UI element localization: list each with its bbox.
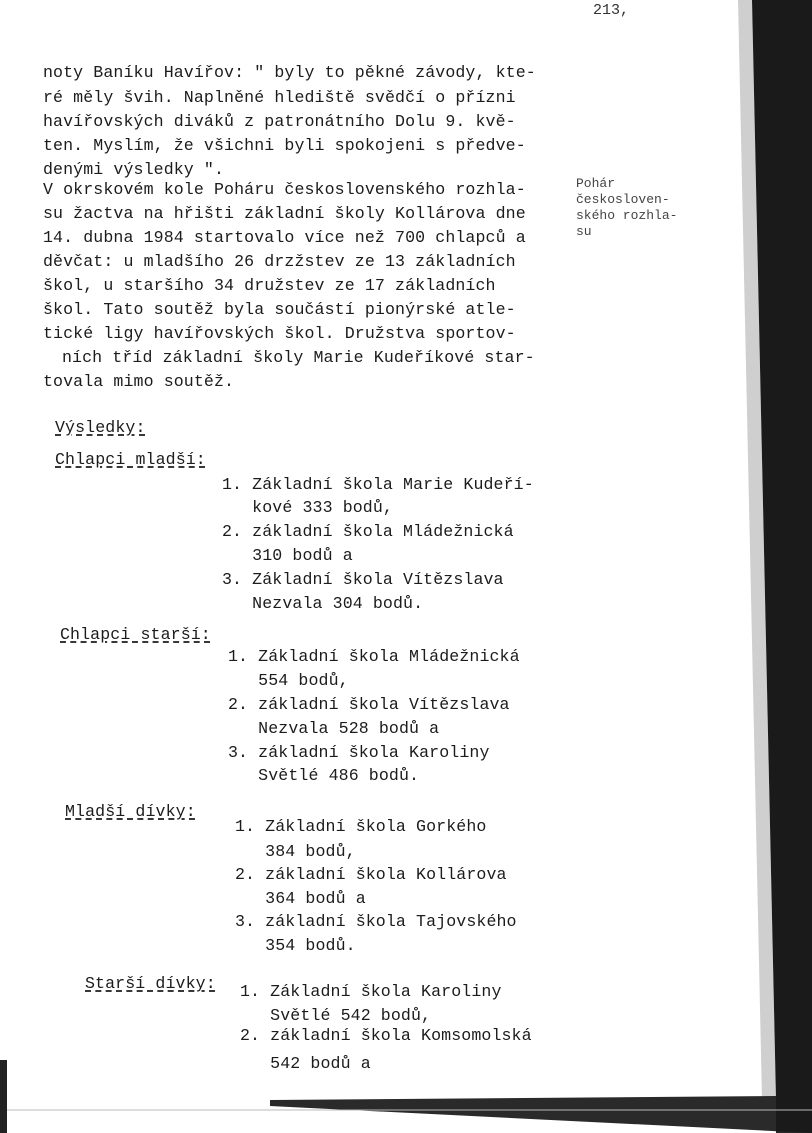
section-heading: Chlapci mladší:	[55, 450, 206, 469]
result-line: 364 bodů a	[235, 889, 366, 908]
result-line: 2. základní škola Vítězslava	[228, 695, 510, 714]
result-line: Světlé 486 bodů.	[228, 766, 420, 785]
result-line: Nezvala 528 bodů a	[228, 719, 440, 738]
result-line: 542 bodů a	[240, 1054, 371, 1073]
text-line: 14. dubna 1984 startovalo více než 700 chlapců a	[43, 228, 526, 247]
result-line: 1. Základní škola Mládežnická	[228, 647, 520, 666]
text-line: su žactva na hřišti základní školy Kollárova dne	[43, 204, 526, 223]
result-line: 2. základní škola Mládežnická	[222, 522, 514, 541]
results-heading: Výsledky:	[55, 418, 146, 437]
text-line: tovala mimo soutěž.	[43, 372, 235, 391]
text-line: havířovských diváků z patronátního Dolu 9. kvě-	[43, 112, 516, 131]
result-line: 3. základní škola Karoliny	[228, 743, 490, 762]
text-line: denými výsledky ".	[43, 160, 225, 179]
result-line: 2. základní škola Kollárova	[235, 865, 507, 884]
result-line: Nezvala 304 bodů.	[222, 594, 424, 613]
text-line: V okrskovém kole Poháru československého rozhla-	[43, 180, 526, 199]
result-line: Světlé 542 bodů,	[240, 1006, 432, 1025]
result-line: 310 bodů a	[222, 546, 353, 565]
section-heading: Mladší dívky:	[65, 802, 196, 821]
result-line: 1. Základní škola Karoliny	[240, 982, 502, 1001]
margin-note-line: českosloven-	[576, 192, 670, 207]
page-number: 213,	[593, 2, 630, 19]
result-line: 2. základní škola Komsomolská	[240, 1026, 532, 1045]
text-line: děvčat: u mladšího 26 drzžstev ze 13 základních	[43, 252, 516, 271]
text-line: škol, u staršího 34 družstev ze 17 základních	[43, 276, 496, 295]
text-line: škol. Tato soutěž byla součástí pionýrské atle-	[43, 300, 516, 319]
section-heading: Chlapci starší:	[60, 625, 211, 644]
result-line: 1. Základní škola Gorkého	[235, 817, 487, 836]
text-line: noty Baníku Havířov: " byly to pěkné závody, kte-	[43, 63, 536, 82]
section-heading: Starší dívky:	[85, 974, 216, 993]
margin-note-line: Pohár	[576, 176, 616, 191]
result-line: 354 bodů.	[235, 936, 356, 955]
result-line: 554 bodů,	[228, 671, 349, 690]
text-line: ten. Myslím, že všichni byli spokojeni s předve-	[43, 136, 526, 155]
result-line: 3. základní škola Tajovského	[235, 912, 517, 931]
margin-note-line: su	[576, 224, 592, 239]
result-line: 1. Základní škola Marie Kudeří-	[222, 475, 534, 494]
result-line: kové 333 bodů,	[222, 498, 393, 517]
text-line: tické ligy havířovských škol. Družstva sportov-	[43, 324, 516, 343]
result-line: 384 bodů,	[235, 842, 356, 861]
text-line: ních tříd základní školy Marie Kudeříkové star-	[62, 348, 535, 367]
margin-note-line: ského rozhla-	[576, 208, 678, 223]
text-line: ré měly švih. Naplněné hlediště svědčí o přízni	[43, 88, 516, 107]
result-line: 3. Základní škola Vítězslava	[222, 570, 504, 589]
